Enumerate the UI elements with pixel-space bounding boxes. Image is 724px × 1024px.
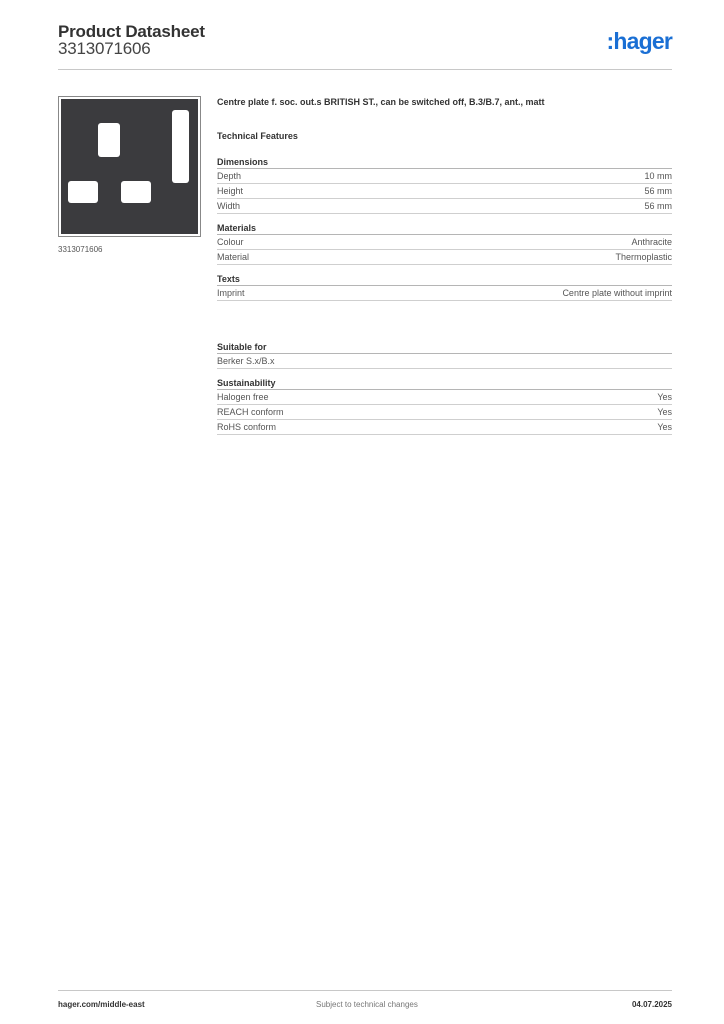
- footer-date: 04.07.2025: [631, 1000, 672, 1009]
- centre-plate-illustration: [61, 99, 198, 234]
- spec-value: 10 mm: [644, 171, 672, 181]
- spec-value: Centre plate without imprint: [562, 288, 672, 298]
- spec-label: RoHS conform: [217, 422, 277, 432]
- neutral-socket-slot: [121, 181, 151, 203]
- spec-label: Depth: [217, 171, 242, 181]
- section-texts: [217, 273, 672, 301]
- live-socket-slot: [68, 181, 98, 203]
- spec-label: Colour: [217, 237, 244, 247]
- spec-row: [217, 390, 672, 405]
- spec-row: [217, 184, 672, 199]
- product-number: 3313071606: [58, 39, 151, 58]
- spec-label: Material: [217, 252, 250, 262]
- technical-features-heading: Technical Features: [217, 131, 298, 141]
- page-header: [58, 22, 672, 70]
- section-sustainability: [217, 377, 672, 435]
- section-title: Materials: [217, 222, 672, 235]
- section-suitable-for: [217, 341, 672, 369]
- spec-row: [217, 250, 672, 265]
- datasheet-content: [217, 96, 672, 443]
- spec-label: Halogen free: [217, 392, 269, 402]
- earth-socket-slot: [98, 123, 120, 157]
- spec-row: [217, 286, 672, 301]
- spec-row: [217, 405, 672, 420]
- section-spacer: [217, 309, 672, 341]
- product-description: Centre plate f. soc. out.s BRITISH ST., can be switched off, B.3/B.7, ant., matt: [217, 97, 545, 107]
- spec-value: 56 mm: [644, 186, 672, 196]
- section-title: Sustainability: [217, 377, 672, 390]
- image-caption: 3313071606: [58, 245, 103, 254]
- section-materials: [217, 222, 672, 265]
- spec-row: [217, 420, 672, 435]
- product-image: [58, 96, 201, 237]
- footer-website-link[interactable]: hager.com/middle-east: [58, 1000, 145, 1009]
- spec-value: 56 mm: [644, 201, 672, 211]
- page-title: Product Datasheet: [58, 22, 205, 41]
- hager-logo: :hager: [606, 28, 672, 54]
- page-footer: [58, 990, 672, 1012]
- section-title: Texts: [217, 273, 672, 286]
- spec-label: Width: [217, 201, 241, 211]
- section-title: Dimensions: [217, 156, 672, 169]
- spec-value: Thermoplastic: [615, 252, 672, 262]
- section-title: Suitable for: [217, 341, 672, 354]
- spec-row: [217, 354, 672, 369]
- spec-value: Anthracite: [631, 237, 672, 247]
- spec-label: Berker S.x/B.x: [217, 356, 275, 366]
- spec-row: [217, 169, 672, 184]
- section-dimensions: [217, 156, 672, 214]
- switch-slot: [172, 110, 189, 183]
- spec-label: Height: [217, 186, 244, 196]
- spec-label: Imprint: [217, 288, 245, 298]
- spec-row: [217, 199, 672, 214]
- footer-notice: Subject to technical changes: [316, 1000, 418, 1009]
- spec-value: Yes: [657, 422, 672, 432]
- spec-label: REACH conform: [217, 407, 284, 417]
- spec-row: [217, 235, 672, 250]
- spec-value: Yes: [657, 407, 672, 417]
- spec-value: Yes: [657, 392, 672, 402]
